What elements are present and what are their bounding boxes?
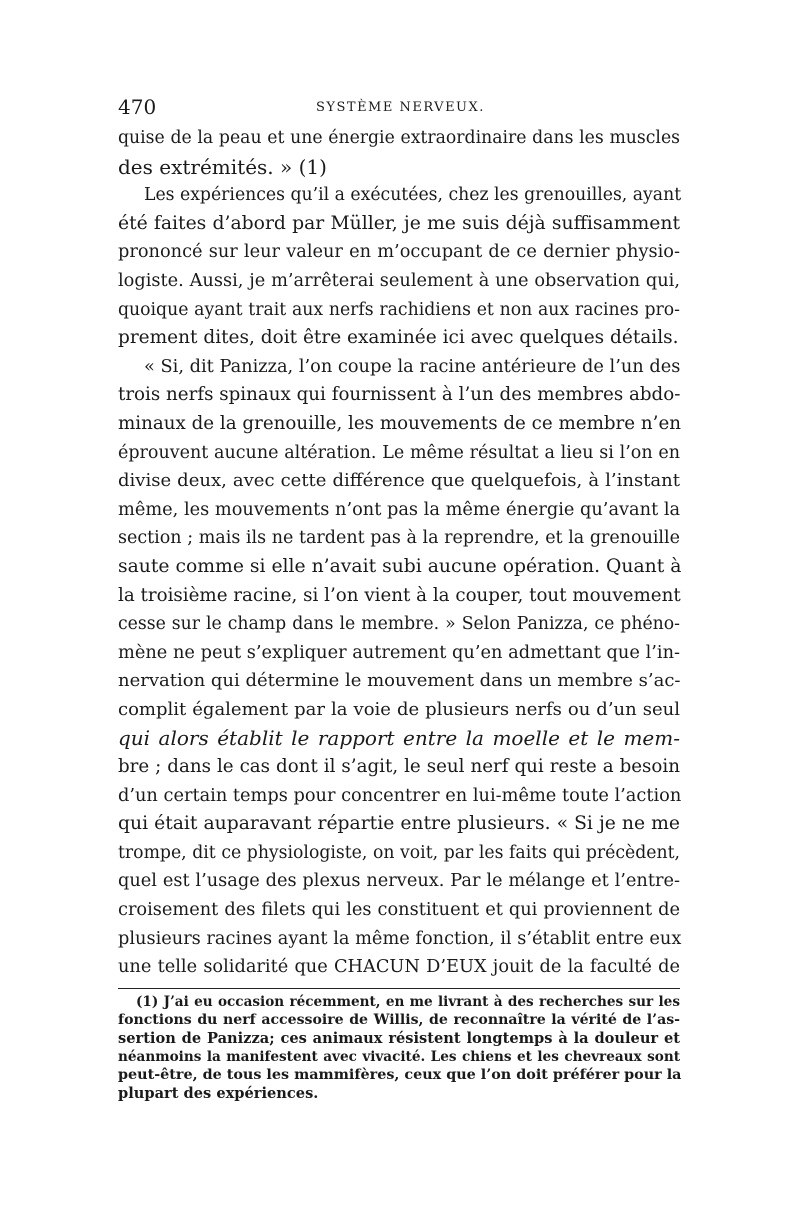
text-line: Les expériences qu’il a exécutées, chez les grenouilles, ayant (144, 185, 682, 206)
text-line: prement dites, doit être examinée ici avec quelques détails. (118, 327, 679, 349)
footnote-rule (118, 988, 680, 989)
text-line: mène ne peut s’expliquer autrement qu’en admettant que l’in- (118, 642, 680, 663)
text-line: minaux de la grenouille, les mouvements de ce membre n’en (118, 412, 681, 434)
footnotes (118, 993, 680, 1103)
text-line-italic: qui alors établit le rapport entre la moelle et le mem- (118, 726, 680, 751)
text-line: des extrémités. » (1) (118, 154, 327, 179)
text-line: une telle solidarité que CHACUN D’EUX jouit de la faculté de (118, 957, 680, 978)
footnote-line: sertion de Panizza; ces animaux résistent longtemps à la douleur et (118, 1029, 680, 1047)
text-line: quise de la peau et une énergie extraordinaire dans les muscles (118, 128, 680, 148)
page-number: 470 (118, 95, 157, 119)
text-line: plusieurs racines ayant la même fonction, il s’établit entre eux (118, 928, 682, 949)
footnote-line: peut-être, de tous les mammifères, ceux que l’on doit préférer pour la (118, 1067, 682, 1084)
text-line: divise deux, avec cette différence que quelquefois, à l’instant (118, 470, 680, 492)
page-header (118, 94, 680, 120)
text-line: saute comme si elle n’avait subi aucune opération. Quant à (118, 555, 682, 577)
footnote-line: fonctions du nerf accessoire de Willis, de reconnaître la vérité de l’as- (118, 1012, 680, 1029)
text-line: même, les mouvements n’ont pas la même énergie qu’avant la (118, 499, 681, 520)
text-line: quoique ayant trait aux nerfs rachidiens et non aux racines pro- (118, 299, 680, 320)
text-line: cesse sur le champ dans le membre. » Selon Panizza, ce phéno- (118, 614, 680, 635)
footnote-line: plupart des expériences. (118, 1084, 319, 1102)
text-line: complit également par la voie de plusieurs nerfs ou d’un seul (118, 698, 680, 720)
text-line: qui était auparavant répartie entre plusieurs. « Si je ne me (118, 813, 680, 835)
text-line: été faites d’abord par Müller, je me suis déjà suffisamment (118, 212, 680, 234)
text-line: quel est l’usage des plexus nerveux. Par le mélange et l’entre- (118, 871, 680, 892)
footnote-line: néanmoins la manifestent avec vivacité. Les chiens et les chevreaux sont (118, 1049, 680, 1066)
text-line: d’un certain temps pour concentrer en lui-même toute l’action (118, 785, 682, 806)
text-line: nervation qui détermine le mouvement dans un membre s’ac- (118, 670, 681, 692)
text-line: bre ; dans le cas dont il s’agit, le seul nerf qui reste a besoin (118, 756, 680, 778)
text-line: la troisième racine, si l’on vient à la couper, tout mouvement (118, 584, 681, 606)
text-line: « Si, dit Panizza, l’on coupe la racine antérieure de l’un des (144, 356, 681, 377)
text-line: croisement des filets qui les constituent et qui proviennent de (118, 900, 680, 921)
text-line: logiste. Aussi, je m’arrêterai seulement à une observation qui, (118, 270, 680, 291)
text-line: prononcé sur leur valeur en m’occupant de ce dernier physio- (118, 242, 680, 263)
text-line: section ; mais ils ne tardent pas à la reprendre, et la grenouille (118, 528, 680, 549)
text-line: trois nerfs spinaux qui fournissent à l’un des membres abdo- (118, 384, 681, 406)
text-line: trompe, dit ce physiologiste, on voit, par les faits qui précèdent, (118, 842, 680, 863)
book-page (118, 94, 680, 1103)
footnote-line: (1) J’ai eu occasion récemment, en me livrant à des recherches sur les (136, 993, 680, 1010)
body-text (118, 124, 680, 982)
running-title: SYSTÈME NERVEUX. (316, 100, 485, 115)
text-line: éprouvent aucune altération. Le même résultat a lieu si l’on en (118, 442, 680, 463)
